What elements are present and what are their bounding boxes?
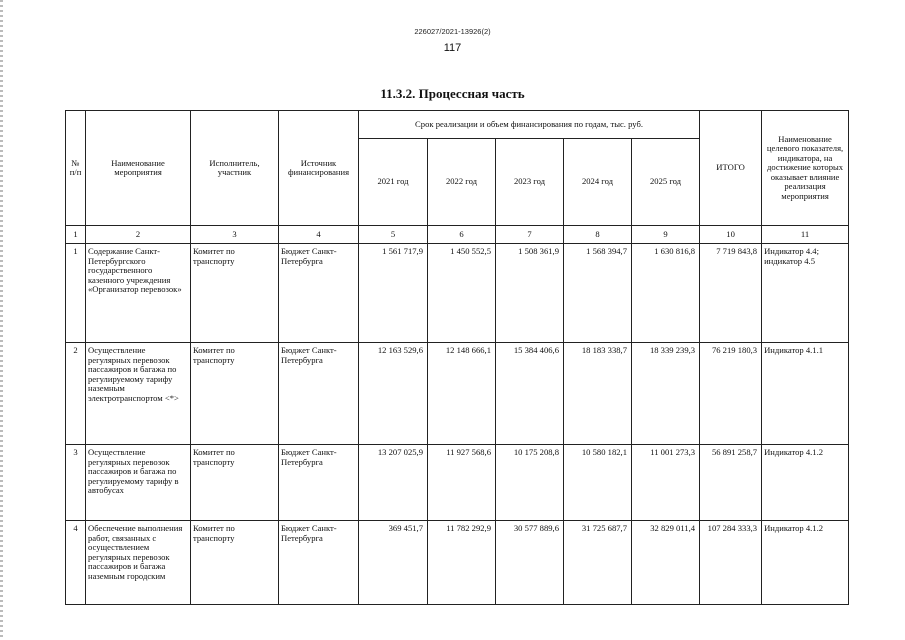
amount-2024: 18 183 338,7	[564, 343, 632, 445]
row-number: 3	[66, 445, 86, 521]
measure-name: Осуществление регулярных перевозок пассажиров и багажа по регулируемому тарифу наземным электротранспортом <*>	[86, 343, 191, 445]
col-number: 10	[700, 226, 762, 244]
amount-total: 56 891 258,7	[700, 445, 762, 521]
table-row	[66, 343, 849, 445]
col-header-2022: 2022 год	[428, 139, 496, 226]
col-number: 11	[762, 226, 849, 244]
row-number: 4	[66, 521, 86, 605]
indicator: Индикатор 4.1.2	[762, 521, 849, 605]
amount-2023: 30 577 889,6	[496, 521, 564, 605]
document-stamp: 226027/2021-13926(2)	[414, 27, 491, 36]
col-number: 1	[66, 226, 86, 244]
amount-total: 76 219 180,3	[700, 343, 762, 445]
col-number: 2	[86, 226, 191, 244]
amount-total: 107 284 333,3	[700, 521, 762, 605]
amount-2024: 1 568 394,7	[564, 244, 632, 343]
col-number: 4	[279, 226, 359, 244]
col-header-2021: 2021 год	[359, 139, 428, 226]
row-number: 2	[66, 343, 86, 445]
table-row	[66, 445, 849, 521]
col-header-name: Наименование мероприятия	[86, 111, 191, 226]
col-number: 3	[191, 226, 279, 244]
col-header-2025: 2025 год	[632, 139, 700, 226]
col-header-period: Срок реализации и объем финансирования по годам, тыс. руб.	[359, 111, 700, 139]
indicator: Индикатор 4.1.1	[762, 343, 849, 445]
amount-2022: 11 927 568,6	[428, 445, 496, 521]
indicator: Индикатор 4.4; индикатор 4.5	[762, 244, 849, 343]
funding-source: Бюджет Санкт-Петербурга	[279, 445, 359, 521]
amount-2022: 1 450 552,5	[428, 244, 496, 343]
col-number: 8	[564, 226, 632, 244]
funding-source: Бюджет Санкт-Петербурга	[279, 343, 359, 445]
col-header-executor: Исполнитель, участник	[191, 111, 279, 226]
amount-2021: 1 561 717,9	[359, 244, 428, 343]
col-header-total: ИТОГО	[700, 111, 762, 226]
executor: Комитет по транспорту	[191, 244, 279, 343]
amount-2025: 11 001 273,3	[632, 445, 700, 521]
col-number: 7	[496, 226, 564, 244]
col-number: 6	[428, 226, 496, 244]
col-header-2024: 2024 год	[564, 139, 632, 226]
amount-2021: 13 207 025,9	[359, 445, 428, 521]
amount-2023: 10 175 208,8	[496, 445, 564, 521]
amount-2022: 12 148 666,1	[428, 343, 496, 445]
amount-total: 7 719 843,8	[700, 244, 762, 343]
amount-2022: 11 782 292,9	[428, 521, 496, 605]
page-number: 117	[443, 42, 462, 54]
col-header-source: Источник финансирования	[279, 111, 359, 226]
measure-name: Обеспечение выполнения работ, связанных с осуществлением регулярных перевозок пассажиров и багажа наземным городским	[86, 521, 191, 605]
amount-2024: 10 580 182,1	[564, 445, 632, 521]
amount-2021: 12 163 529,6	[359, 343, 428, 445]
executor: Комитет по транспорту	[191, 445, 279, 521]
col-header-2023: 2023 год	[496, 139, 564, 226]
funding-source: Бюджет Санкт-Петербурга	[279, 244, 359, 343]
column-number-row	[66, 226, 849, 244]
header-row-top	[66, 111, 849, 139]
executor: Комитет по транспорту	[191, 521, 279, 605]
process-plan-table	[65, 110, 849, 605]
col-number: 9	[632, 226, 700, 244]
amount-2025: 1 630 816,8	[632, 244, 700, 343]
row-number: 1	[66, 244, 86, 343]
table-row	[66, 521, 849, 605]
measure-name: Осуществление регулярных перевозок пассажиров и багажа по регулируемому тарифу в автобусах	[86, 445, 191, 521]
amount-2025: 32 829 011,4	[632, 521, 700, 605]
col-header-num: № п/п	[66, 111, 86, 226]
executor: Комитет по транспорту	[191, 343, 279, 445]
amount-2023: 15 384 406,6	[496, 343, 564, 445]
amount-2024: 31 725 687,7	[564, 521, 632, 605]
table-row	[66, 244, 849, 343]
funding-source: Бюджет Санкт-Петербурга	[279, 521, 359, 605]
col-header-indicator: Наименование целевого показателя, индикатора, на достижение которых оказывает влияние реализация мероприятия	[762, 111, 849, 226]
amount-2021: 369 451,7	[359, 521, 428, 605]
indicator: Индикатор 4.1.2	[762, 445, 849, 521]
measure-name: Содержание Санкт-Петербургского государственного казенного учреждения «Организатор перевозок»	[86, 244, 191, 343]
section-title: 11.3.2. Процессная часть	[380, 86, 525, 101]
amount-2023: 1 508 361,9	[496, 244, 564, 343]
amount-2025: 18 339 239,3	[632, 343, 700, 445]
col-number: 5	[359, 226, 428, 244]
